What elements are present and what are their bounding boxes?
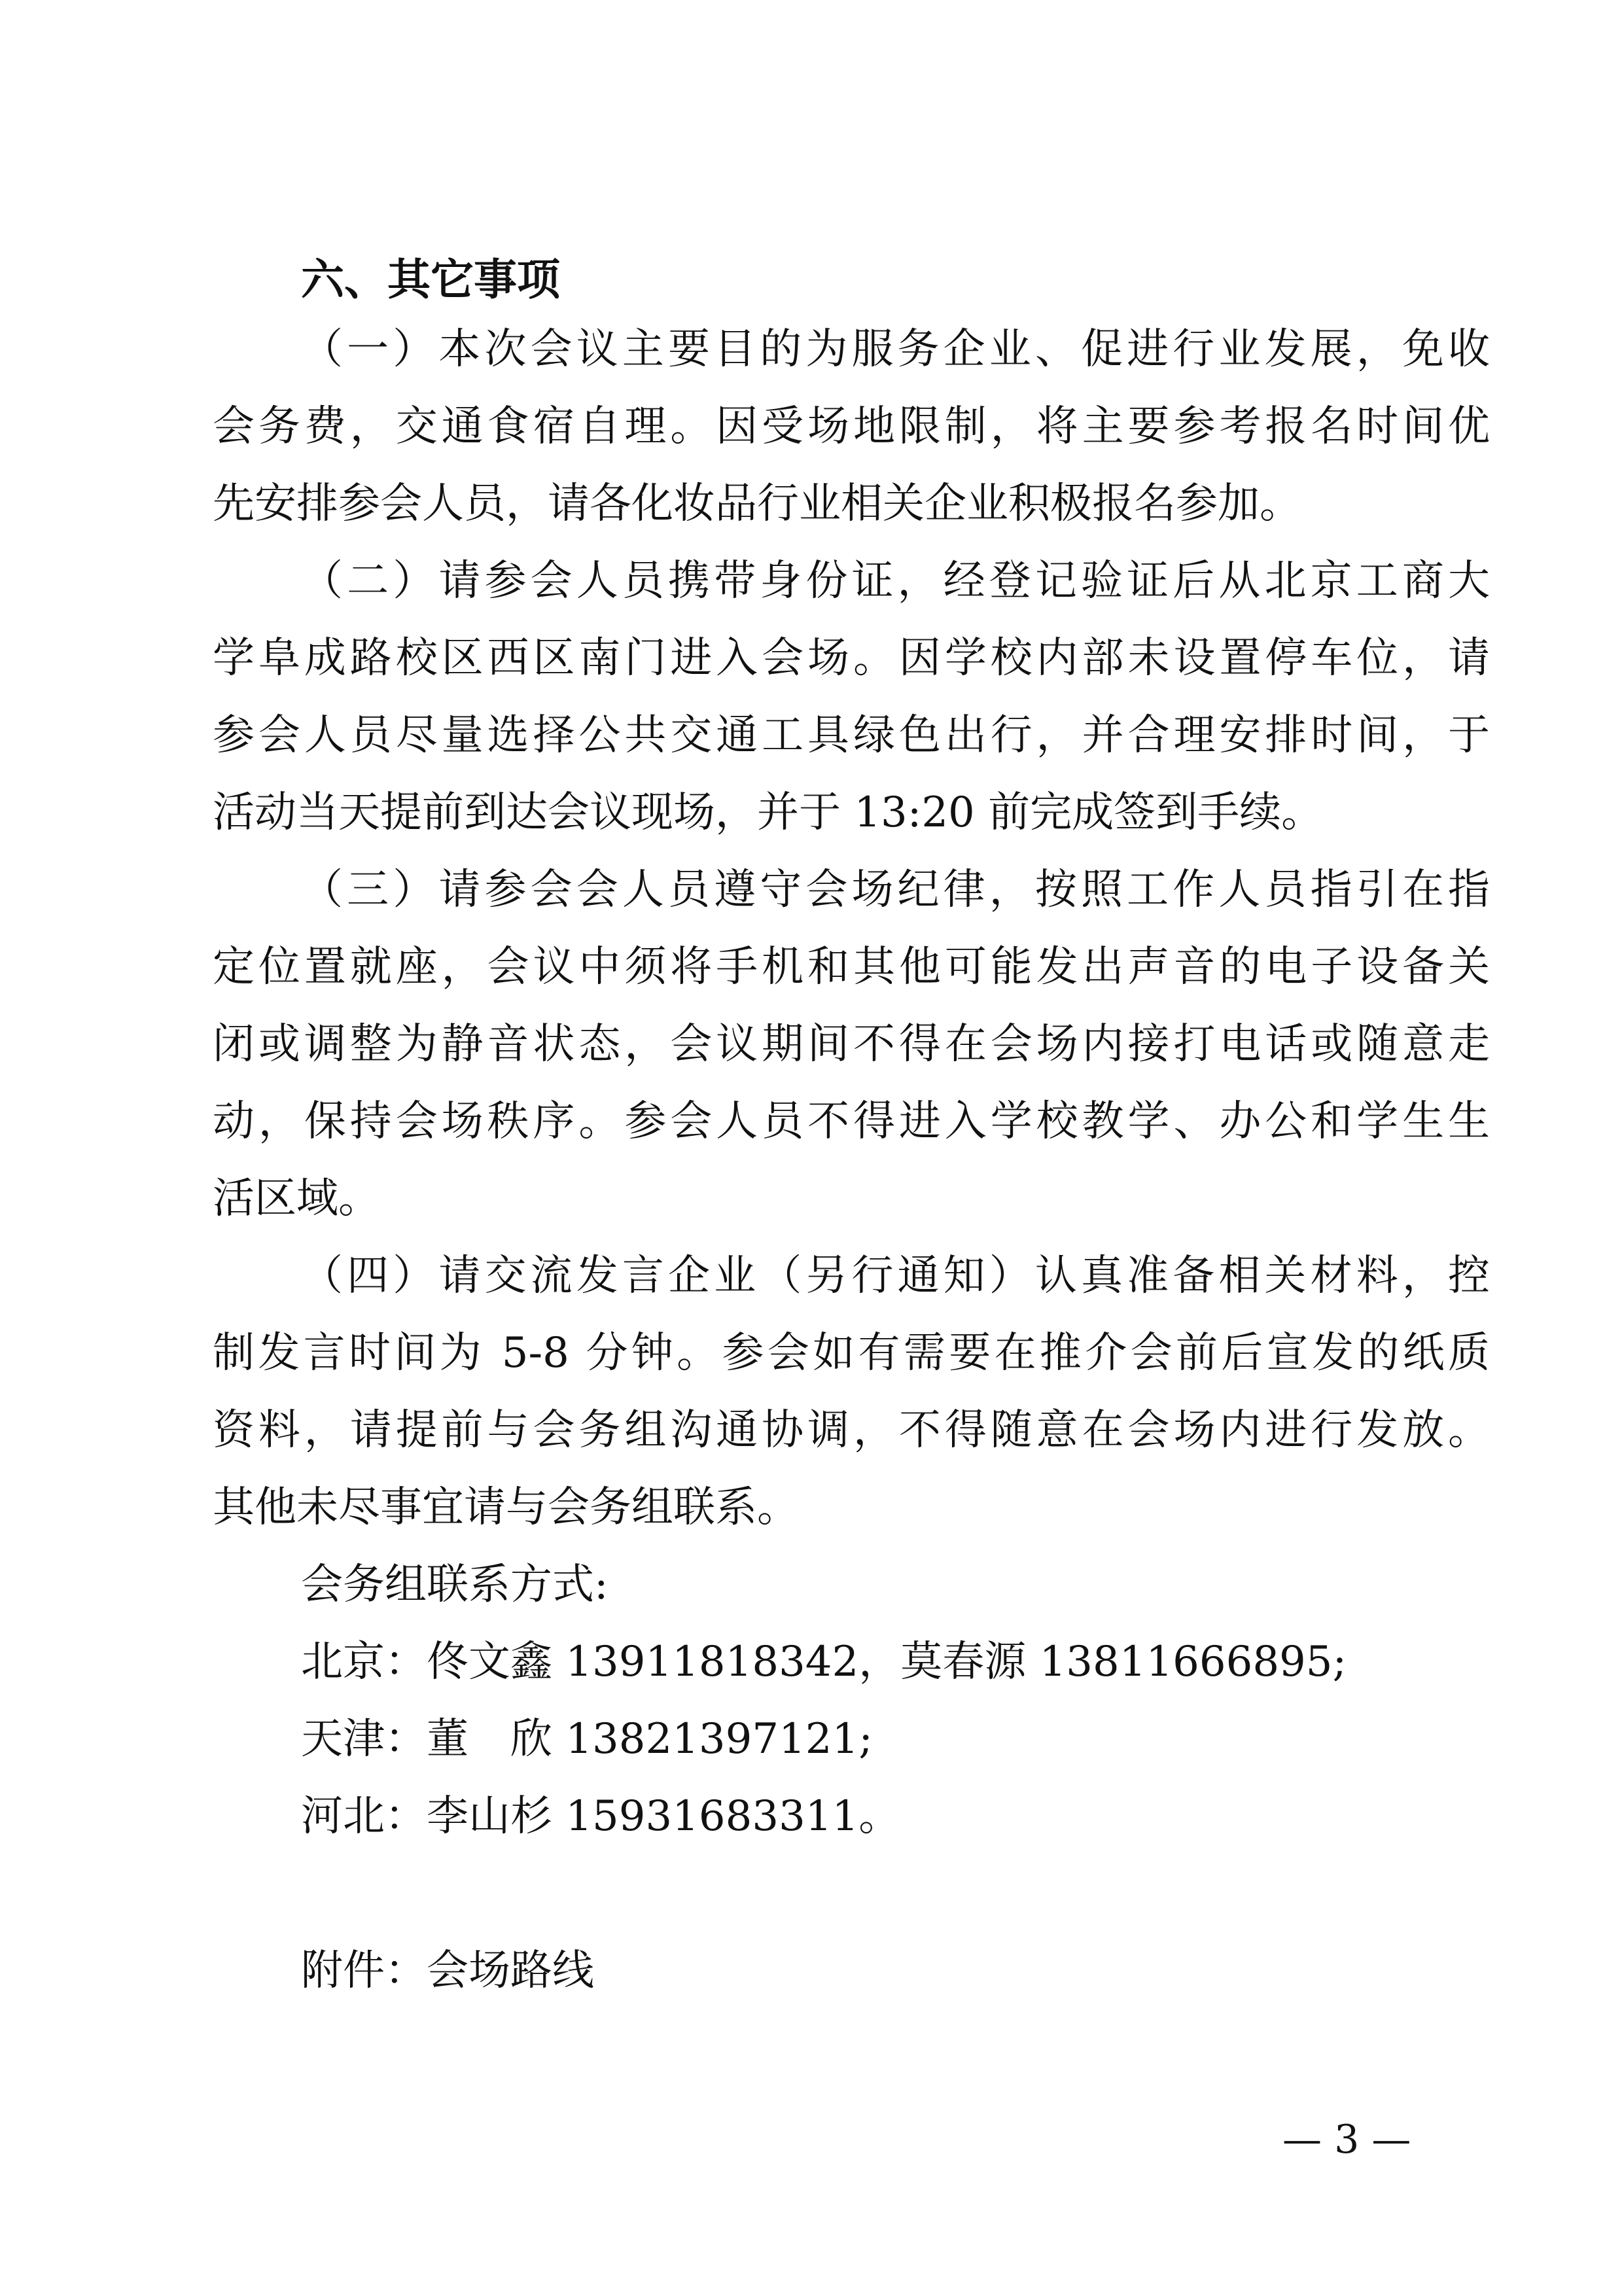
paragraph-3-line-1: （三）请参会会人员遵守会场纪律，按照工作人员指引在指 <box>301 866 1490 914</box>
contacts-title: 会务组联系方式: <box>301 1561 609 1609</box>
paragraph-4-line-2: 制发言时间为 5-8 分钟。参会如有需要在推介会前后宣发的纸质 <box>213 1329 1490 1377</box>
paragraph-1-line-1: （一）本次会议主要目的为服务企业、促进行业发展，免收 <box>301 325 1490 374</box>
paragraph-4-line-3: 资料，请提前与会务组沟通协调，不得随意在会场内进行发放。 <box>213 1406 1490 1455</box>
paragraph-3-line-5: 活区域。 <box>213 1174 380 1223</box>
paragraph-1-line-3: 先安排参会人员，请各化妆品行业相关企业积极报名参加。 <box>213 480 1301 528</box>
paragraph-2-line-4: 活动当天提前到达会议现场，并于 13:20 前完成签到手续。 <box>213 788 1324 837</box>
paragraph-2-line-3: 参会人员尽量选择公共交通工具绿色出行，并合理安排时间，于 <box>213 711 1490 760</box>
paragraph-1-line-2: 会务费，交通食宿自理。因受场地限制，将主要参考报名时间优 <box>213 402 1490 451</box>
paragraph-2-line-1: （二）请参会人员携带身份证，经登记验证后从北京工商大 <box>301 557 1490 605</box>
paragraph-3-line-4: 动，保持会场秩序。参会人员不得进入学校教学、办公和学生生 <box>213 1097 1490 1146</box>
contact-beijing: 北京：佟文鑫 13911818342，莫春源 13811666895; <box>301 1638 1347 1686</box>
paragraph-4-line-1: （四）请交流发言企业（另行通知）认真准备相关材料，控 <box>301 1252 1490 1300</box>
paragraph-3-line-3: 闭或调整为静音状态，会议期间不得在会场内接打电话或随意走 <box>213 1020 1490 1069</box>
paragraph-2-line-2: 学阜成路校区西区南门进入会场。因学校内部未设置停车位，请 <box>213 634 1490 682</box>
contact-hebei: 河北：李山杉 15931683311。 <box>301 1792 901 1841</box>
contact-tianjin: 天津：董 欣 13821397121; <box>301 1715 873 1763</box>
attachment-note: 附件：会场路线 <box>301 1947 594 1995</box>
paragraph-3-line-2: 定位置就座，会议中须将手机和其他可能发出声音的电子设备关 <box>213 943 1490 991</box>
paragraph-4-line-4: 其他未尽事宜请与会务组联系。 <box>213 1483 799 1532</box>
section-heading: 六、其它事项 <box>301 255 560 305</box>
page-number: — 3 — <box>1282 2117 1411 2163</box>
